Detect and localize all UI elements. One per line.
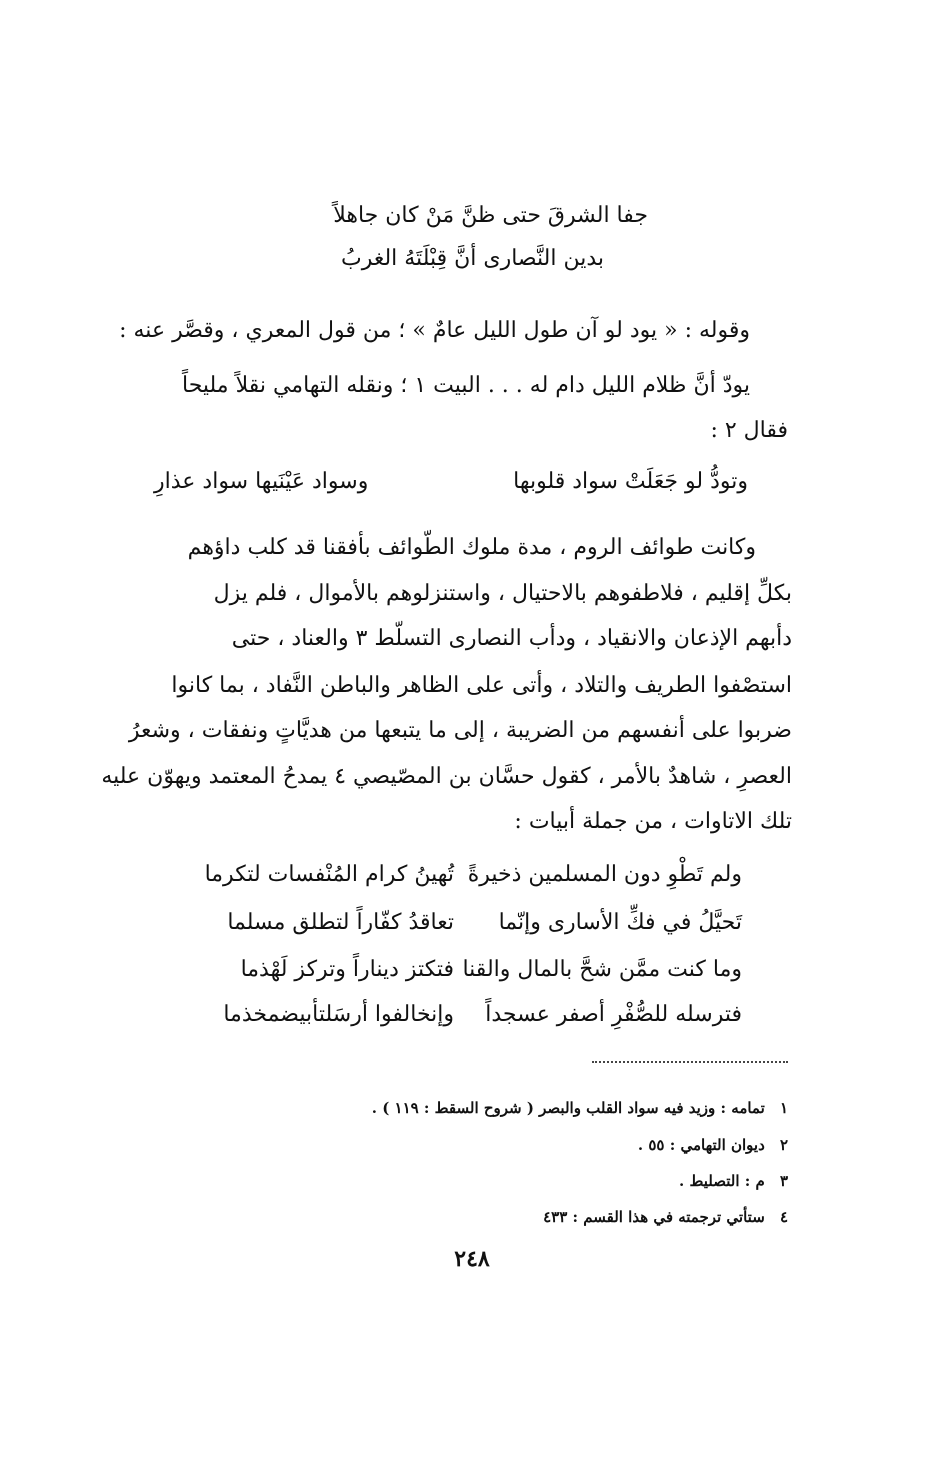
footnote-divider: [592, 1061, 788, 1063]
poem-second-hemistich: تُهينُ كرام المُنْفسات لتكرما: [204, 862, 454, 887]
paragraph-2-line: بكلِّ إقليم ، فلاطفوهم بالاحتيال ، واستنزلوهم بالأموال ، فلم يزل: [213, 581, 792, 606]
footnote-4: [543, 1207, 788, 1227]
poem-second-hemistich: تعاقدُ كفّاراً لتطلق مسلما: [227, 910, 454, 935]
paragraph-2-line: العصرِ ، شاهدٌ بالأمر ، كقول حسَّان بن المصّيصي ٤ يمدحُ المعتمد ويهوّن عليه: [101, 764, 792, 789]
opening-verse-line-2: بدين النَّصارى أنَّ قِبْلَتَهُ الغربُ: [340, 246, 604, 271]
footnote-number: ٣: [779, 1172, 788, 1190]
footnote-number: ٤: [779, 1208, 788, 1226]
paragraph-2-line: استصْفوا الطريف والتلاد ، وأتى على الظاهر والباطن النَّفاد ، بما كانوا: [171, 673, 792, 698]
paragraph-2-line: وكانت طوائف الروم ، مدة ملوك الطّوائف بأفقنا قد كلب داؤهم: [187, 535, 756, 560]
paragraph-1-line: يودّ أنَّ ظلام الليل دام له . . . البيت ١ ؛ ونقله التهامي نقلاً مليحاً: [181, 373, 750, 398]
footnote-text: ديوان التهامي : ٥٥ .: [637, 1136, 765, 1154]
poem-second-hemistich: وإنخالفوا أرسَلتأبيضمخذما: [223, 1002, 454, 1027]
opening-verse-line-1: جفا الشرقَ حتى ظنَّ مَنْ كان جاهلاً: [333, 203, 648, 228]
paragraph-2-line: تلك الاتاوات ، من جملة أبيات :: [514, 809, 792, 834]
footnote-3: [679, 1171, 788, 1191]
footnote-2: [638, 1135, 788, 1155]
footnote-1: [372, 1098, 788, 1118]
footnote-text: م : التصليط .: [679, 1172, 765, 1190]
verse-2-second-hemistich: وسواد عَيْنَيها سواد عذارِ: [154, 469, 369, 494]
paragraph-2-line: ضربوا على أنفسهم من الضريبة ، إلى ما يتبعها من هديَّاتٍ ونفقات ، وشعرُ: [128, 718, 792, 743]
footnote-number: ٢: [779, 1136, 788, 1154]
paragraph-1-line: وقوله : « يود لو آن طول الليل عامٌ » ؛ من قول المعري ، وقصَّر عنه :: [119, 318, 750, 343]
footnote-number: ١: [779, 1099, 788, 1117]
verse-2-first-hemistich: وتودُّ لو جَعَلَتْ سواد قلوبها: [513, 469, 748, 494]
poem-first-hemistich: تَحيَّلُ في فكِّ الأسارى وإنّما: [498, 910, 742, 935]
poem-first-hemistich: ولم تَطْوِ دون المسلمين ذخيرةً: [467, 862, 742, 887]
poem-first-hemistich: فترسله للصُّفْرِ أصفر عسجداً: [485, 1002, 742, 1027]
paragraph-2-line: دأبهم الإذعان والانقياد ، ودأب النصارى التسلّط ٣ والعناد ، حتى: [231, 626, 792, 651]
footnote-text: ستأتي ترجمته في هذا القسم : ٤٣٣: [543, 1208, 765, 1226]
page-number: ٢٤٨: [454, 1246, 490, 1272]
paragraph-1-line: فقال ٢ :: [710, 418, 788, 443]
footnote-text: تمامه : وزيد فيه سواد القلب والبصر ( شروح السقط : ١١٩ ) .: [371, 1099, 765, 1117]
poem-second-hemistich: فتكتز ديناراً وتركز لَهْذما: [240, 957, 454, 982]
poem-first-hemistich: وما كنت ممَّن شحَّ بالمال والقنا: [462, 957, 742, 982]
